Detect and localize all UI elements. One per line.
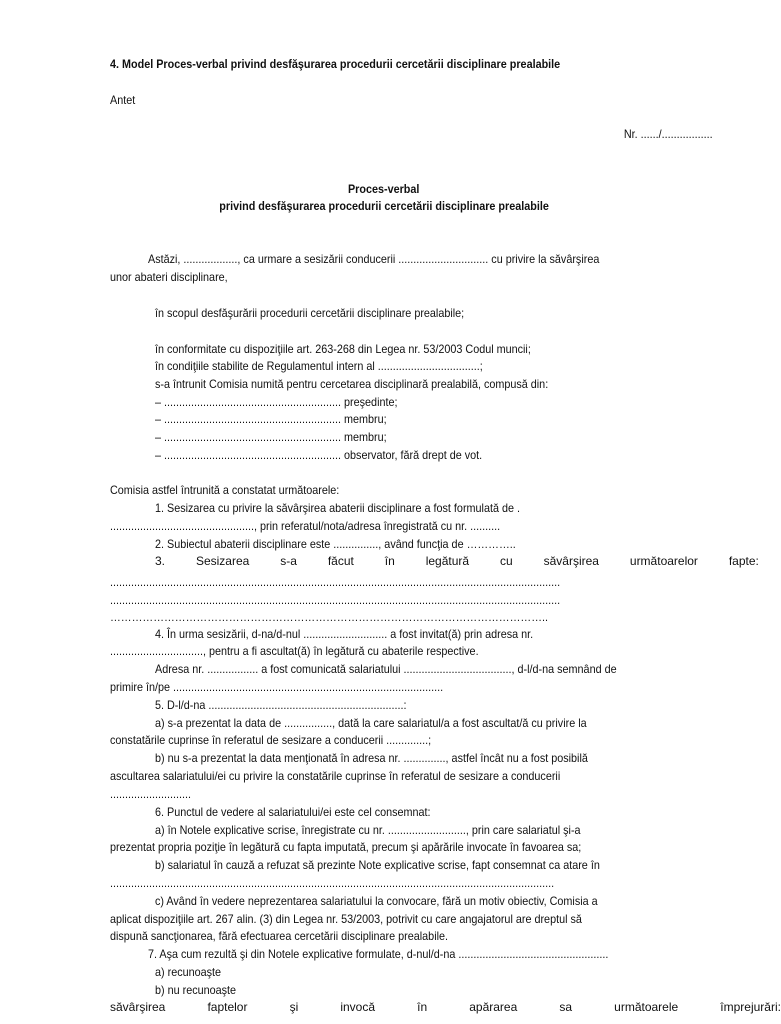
text-line: 4. În urma sesizării, d-na/d-nul ............................ a fost invitat(ă) prin adresa nr. bbox=[155, 627, 534, 641]
dotted-line: ...................................................................................................................................................... bbox=[110, 575, 561, 589]
text-line: b) salariatul în cauză a refuzat să prezinte Note explicative scrise, fapt consemnat ca atare în bbox=[155, 858, 600, 872]
text-line: 5. D-l/d-na .................................................................: bbox=[155, 698, 407, 712]
text-line: Adresa nr. ................. a fost comunicată salariatului ...................................., d-l/d-na semnând de bbox=[155, 662, 617, 676]
text-line: c) Având în vedere neprezentarea salariatului la convocare, fără un motiv obiectiv, Comisia a bbox=[155, 894, 598, 908]
text-line: constatările cuprinse în referatul de sesizare a conducerii ..............; bbox=[110, 733, 432, 747]
title-line-1: Proces-verbal bbox=[348, 182, 420, 196]
justified-line: săvârşirea faptelor şi invocă în apărarea sa următoarele împrejurări: bbox=[110, 1000, 781, 1014]
justified-line: 3. Sesizarea s-a făcut în legătură cu săvârşirea următoarelor fapte: bbox=[155, 554, 759, 568]
text-line: 2. Subiectul abaterii disciplinare este ..............., având funcţia de ………….. bbox=[155, 537, 516, 551]
letterhead-label: Antet bbox=[110, 93, 136, 107]
commission-member-line: – ........................................................... membru; bbox=[155, 412, 387, 426]
text-line: în scopul desfăşurării procedurii cercetării disciplinare prealabile; bbox=[155, 306, 465, 320]
commission-member-line: – ........................................................... observator, fără drept de vot. bbox=[155, 448, 483, 462]
text-line: dispună sancţionarea, fără efectuarea cercetării disciplinare prealabile. bbox=[110, 929, 449, 943]
commission-member-line: – ........................................................... preşedinte; bbox=[155, 395, 398, 409]
option-line: b) nu recunoaşte bbox=[155, 983, 237, 997]
dotted-line: ………………………………………………………………………………………………………….. bbox=[110, 610, 549, 624]
text-line: a) s-a prezentat la data de ................, dată la care salariatul/a a fost ascultat/ă cu privire la bbox=[155, 716, 587, 730]
title-line-2: privind desfăşurarea procedurii cercetării disciplinare prealabile bbox=[219, 199, 549, 213]
registration-number: Nr. ....../................. bbox=[624, 127, 713, 141]
text-line: prezentat propria poziţie în legătură cu fapta imputată, precum şi apărările invocate în favoarea sa; bbox=[110, 840, 582, 854]
text-line: 6. Punctul de vedere al salariatului/ei este cel consemnat: bbox=[155, 805, 431, 819]
text-line: ..............................., pentru a fi ascultat(ă) în legătură cu abaterile respective. bbox=[110, 644, 479, 658]
text-line: primire în/pe .......................................................................................... bbox=[110, 680, 444, 694]
text-line: a) în Notele explicative scrise, înregistrate cu nr. .........................., prin care salariatul şi-a bbox=[155, 823, 581, 837]
text-line: 7. Aşa cum rezultă şi din Notele explicative formulate, d-nul/d-na .................................................. bbox=[148, 947, 609, 961]
text-line: ................................................, prin referatul/nota/adresa înregistrată cu nr. .......... bbox=[110, 519, 501, 533]
option-line: a) recunoaşte bbox=[155, 965, 222, 979]
text-line: în conformitate cu dispoziţiile art. 263-268 din Legea nr. 53/2003 Codul muncii; bbox=[155, 342, 531, 356]
text-line: în condiţiile stabilite de Regulamentul intern al ..................................; bbox=[155, 359, 483, 373]
dotted-line: ...................................................................................................................................................... bbox=[110, 593, 561, 607]
text-line: aplicat dispoziţiile art. 267 alin. (3) din Legea nr. 53/2003, potrivit cu care angajatorul are dreptul să bbox=[110, 912, 582, 926]
dotted-line: .................................................................................................................................................... bbox=[110, 876, 555, 890]
text-line: 1. Sesizarea cu privire la săvârşirea abaterii disciplinare a fost formulată de . bbox=[155, 501, 520, 515]
document-heading: 4. Model Proces-verbal privind desfăşurarea procedurii cercetării disciplinare prealabile bbox=[110, 57, 561, 71]
text-line: unor abateri disciplinare, bbox=[110, 270, 228, 284]
dotted-line: ........................... bbox=[110, 787, 192, 801]
text-line: ascultarea salariatului/ei cu privire la constatările cuprinse în referatul de sesizare a conducerii bbox=[110, 769, 561, 783]
commission-member-line: – ........................................................... membru; bbox=[155, 430, 387, 444]
text-line: Astăzi, .................., ca urmare a sesizării conducerii .............................. cu privire la săvârşirea bbox=[148, 252, 600, 266]
text-line: b) nu s-a prezentat la data menţionată în adresa nr. .............., astfel încât nu a fost posibilă bbox=[155, 751, 588, 765]
text-line: Comisia astfel întrunită a constatat următoarele: bbox=[110, 483, 340, 497]
text-line: s-a întrunit Comisia numită pentru cercetarea disciplinară prealabilă, compusă din: bbox=[155, 377, 549, 391]
